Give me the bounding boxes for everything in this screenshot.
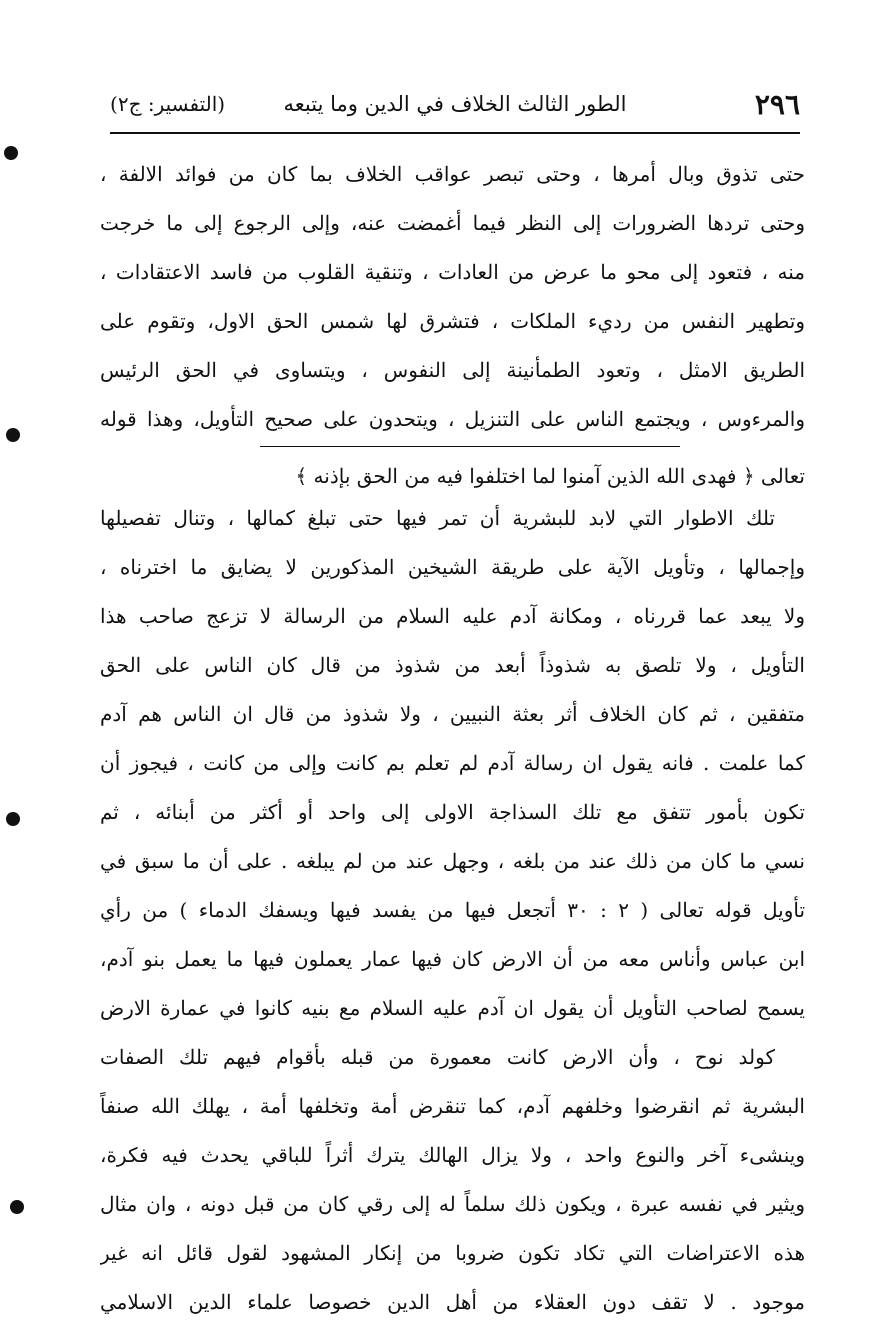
text-line: وتطهير النفس من رديء الملكات ، فتشرق لها شمس الحق الاول، وتقوم على	[100, 309, 805, 333]
text-line: كما علمت . فانه يقول ان رسالة آدم لم تعلم بم كانت وإلى من كانت ، فيجوز أن	[100, 751, 805, 775]
text-line: ويثير في نفسه عبرة ، ويكون ذلك سلماً له إلى رقي كان من قبل دونه ، وان مثال	[100, 1192, 805, 1216]
text-line: متفقين ، ثم كان الخلاف أثر بعثة النبيين ، ولا شذوذ من قال ان الناس هم آدم	[100, 702, 805, 726]
running-header	[110, 88, 800, 128]
header-rule	[110, 132, 800, 134]
text-line: ابن عباس وأناس معه من أن الارض كان فيها عمار يعملون فيها ما يعمل بنو آدم،	[100, 947, 805, 971]
text-line: وإجمالها ، وتأويل الآية على طريقة الشيخين المذكورين لا يضايق ما اخترناه ،	[100, 555, 805, 579]
running-title: الطور الثالث الخلاف في الدين وما يتبعه	[283, 92, 627, 116]
text-line: التأويل ، ولا تلصق به شذوذاً أبعد من شذوذ من قال كان الناس على الحق	[100, 653, 805, 677]
text-line: نسي ما كان من ذلك عند من بلغه ، وجهل عند من لم يبلغه . على أن ما سبق في	[100, 849, 805, 873]
page-number: ٢٩٦	[754, 88, 800, 121]
binding-hole-mark	[4, 146, 18, 160]
section-rule	[260, 446, 680, 447]
text-line: هذه الاعتراضات التي تكاد تكون ضروبا من إنكار المشهود لقول قائل انه غير	[100, 1241, 805, 1265]
text-line: ولا يبعد عما قررناه ، ومكانة آدم عليه السلام من الرسالة لا تزعج صاحب هذا	[100, 604, 805, 628]
binding-hole-mark	[10, 1200, 24, 1214]
binding-hole-mark	[6, 812, 20, 826]
text-line: كولد نوح ، وأن الارض كانت معمورة من قبله بأقوام فيهم تلك الصفات	[100, 1045, 775, 1069]
text-line: وينشىء آخر والنوع واحد ، ولا يزال الهالك يترك أثراً للباقي يحدث فيه فكرة،	[100, 1143, 805, 1167]
paragraph-2	[100, 494, 805, 1327]
text-line: تعالى ﴿ فهدى الله الذين آمنوا لما اختلفوا فيه من الحق بإذنه ﴾	[295, 464, 805, 488]
text-line: البشرية ثم انقرضوا وخلفهم آدم، كما تنقرض أمة وتخلفها أمة ، يهلك الله صنفاً	[100, 1094, 805, 1118]
text-line: الطريق الامثل ، وتعود الطمأنينة إلى النفوس ، ويتساوى في الحق الرئيس	[100, 358, 805, 382]
text-line: وحتى تردها الضرورات إلى النظر فيما أغمضت عنه، وإلى الرجوع إلى ما خرجت	[100, 211, 805, 235]
text-line: حتى تذوق وبال أمرها ، وحتى تبصر عواقب الخلاف بما كان من فوائد الالفة ،	[100, 162, 805, 186]
text-line: تلك الاطوار التي لابد للبشرية أن تمر فيها حتى تبلغ كمالها ، وتنال تفصيلها	[100, 506, 775, 530]
text-line: والمرءوس ، ويجتمع الناس على التنزيل ، ويتحدون على صحيح التأويل، وهذا قوله	[100, 407, 805, 431]
text-line: تأويل قوله تعالى ( ٢ : ٣٠ أتجعل فيها من يفسد فيها ويسفك الدماء ) من رأي	[100, 898, 805, 922]
paragraph-1	[100, 150, 805, 444]
text-line: منه ، فتعود إلى محو ما عرض من العادات ، وتنقية القلوب من فاسد الاعتقادات ،	[100, 260, 805, 284]
binding-hole-mark	[6, 428, 20, 442]
text-line: موجود . لا تقف دون العقلاء من أهل الدين خصوصا علماء الدين الاسلامي	[100, 1290, 805, 1314]
text-line: تكون بأمور تتفق مع تلك السذاجة الاولى إلى واحد أو أكثر من أبنائه ، ثم	[100, 800, 805, 824]
verse-line	[100, 452, 805, 492]
text-line: يسمح لصاحب التأويل أن يقول ان آدم عليه السلام مع بنيه كانوا في عمارة الارض	[100, 996, 805, 1020]
volume-label: (التفسير: ج٢)	[110, 92, 226, 116]
